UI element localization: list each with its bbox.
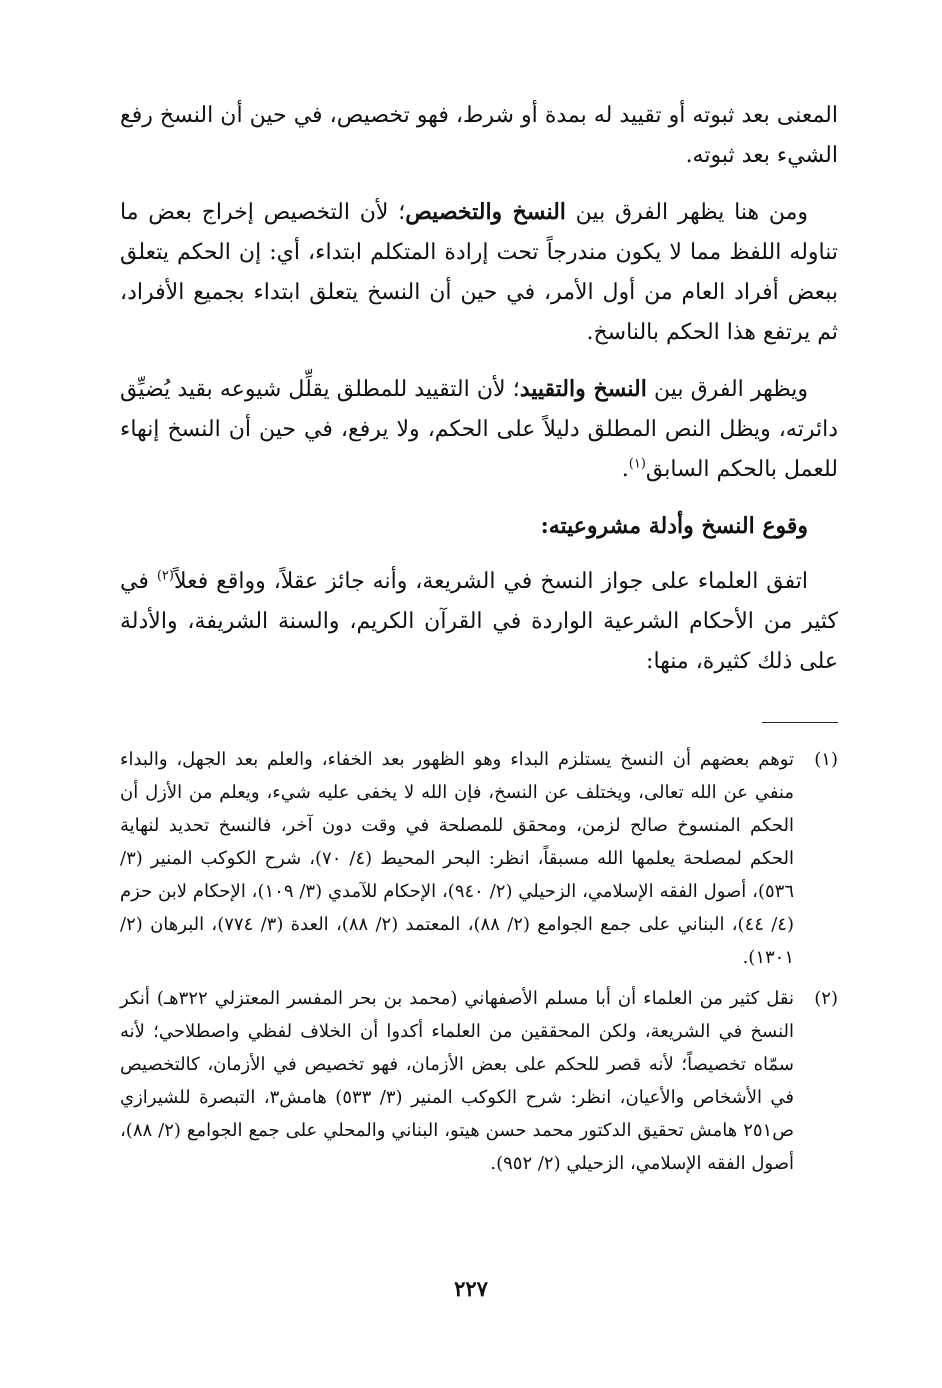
paragraph-2: [120, 192, 838, 353]
page-number: ٢٢٧: [454, 1276, 488, 1301]
footnote-2-number: (٢): [814, 988, 838, 1009]
footnote-2: [120, 982, 838, 1180]
footnote-2-text: نقل كثير من العلماء أن أبا مسلم الأصفهاني (محمد بن بحر المفسر المعتزلي ٣٢٢هـ) أنكر النسخ في الشريعة، ولكن المحققين من العلماء أكدوا أن الخلاف لفظي واصطلاحي؛ لأنه سمّاه تخصيصاً؛ لأنه قصر للحكم على بعض الأزمان، فهو تخصيص في الأزمان، كالتخصيص في الأشخاص والأعيان، انظر: شرح الكوكب المنير (٣/ ٥٣٣) هامش٣، التبصرة للشيرازي ص٢٥١ هامش تحقيق الدكتور محمد حسن هيتو، البناني والمحلي على جمع الجوامع (٢/ ٨٨)، أصول الفقه الإسلامي، الزحيلي (٢/ ٩٥٢).: [120, 988, 794, 1174]
footnotes: [120, 743, 838, 1180]
paragraph-3-text-end: ؛ لأن التقييد للمطلق يقلِّل شيوعه بقيد يُضيِّق دائرته، ويظل النص المطلق دليلاً على الحكم، ولا يرفع، في حين أن النسخ إنهاء للعمل بالحكم السابق: [120, 377, 838, 482]
paragraph-2-text-start: ومن هنا يظهر الفرق بين: [565, 200, 808, 225]
footnote-1-text: توهم بعضهم أن النسخ يستلزم البداء وهو الظهور بعد الخفاء، والعلم بعد الجهل، والبداء منفي عن الله تعالى، ويختلف عن النسخ، فإن الله لا يخفى عليه شيء، ويعلم من الأزل أن الحكم المنسوخ صالح لزمن، ومحقق للمصلحة في وقت دون آخر، فالنسخ تحديد لنهاية الحكم لمصلحة يعلمها الله مسبقاً، انظر: البحر المحيط (٤/ ٧٠)، شرح الكوكب المنير (٣/ ٥٣٦)، أصول الفقه الإسلامي، الزحيلي (٢/ ٩٤٠)، الإحكام للآمدي (٣/ ١٠٩)، الإحكام لابن حزم (٤/ ٤٤)، البناني على جمع الجوامع (٢/ ٨٨)، المعتمد (٢/ ٨٨)، العدة (٣/ ٧٧٤)، البرهان (٢/ ١٣٠١).: [120, 749, 794, 968]
paragraph-4-text-start: اتفق العلماء على جواز النسخ في الشريعة، وأنه جائز عقلاً، وواقع فعلاً: [173, 569, 808, 594]
footnote-ref-1[interactable]: (١): [628, 456, 646, 472]
footnote-1-number: (١): [814, 749, 838, 770]
paragraph-2-text-end: ؛ لأن التخصيص إخراج بعض ما تناوله اللفظ مما لا يكون مندرجاً تحت إرادة المتكلم ابتداء، أي: إن الحكم يتعلق ببعض أفراد العام من أول الأمر، في حين أن النسخ يتعلق ابتداء بجميع الأفراد، ثم يرتفع هذا الحكم بالناسخ.: [120, 200, 838, 345]
paragraph-2-bold-term: النسخ والتخصيص: [405, 199, 566, 225]
paragraph-4-text-end: في كثير من الأحكام الشرعية الواردة في القرآن الكريم، والسنة الشريفة، والأدلة على ذلك كثيرة، منها:: [120, 569, 838, 674]
paragraph-3: [120, 369, 838, 490]
paragraph-3-period: .: [621, 457, 629, 482]
footnote-ref-2[interactable]: (٢): [156, 568, 174, 584]
paragraph-1: [120, 96, 838, 176]
paragraph-3-text-start: ويظهر الفرق بين: [646, 377, 808, 402]
paragraph-3-bold-term: النسخ والتقييد: [519, 376, 647, 402]
section-heading: وقوع النسخ وأدلة مشروعيته:: [540, 513, 808, 539]
paragraph-4: [120, 562, 838, 682]
footnote-1: [120, 743, 838, 974]
paragraph-1-text: المعنى بعد ثبوته أو تقييد له بمدة أو شرط، فهو تخصيص، في حين أن النسخ رفع الشيء بعد ثبوته.: [120, 103, 838, 168]
footnote-separator: [762, 722, 838, 723]
